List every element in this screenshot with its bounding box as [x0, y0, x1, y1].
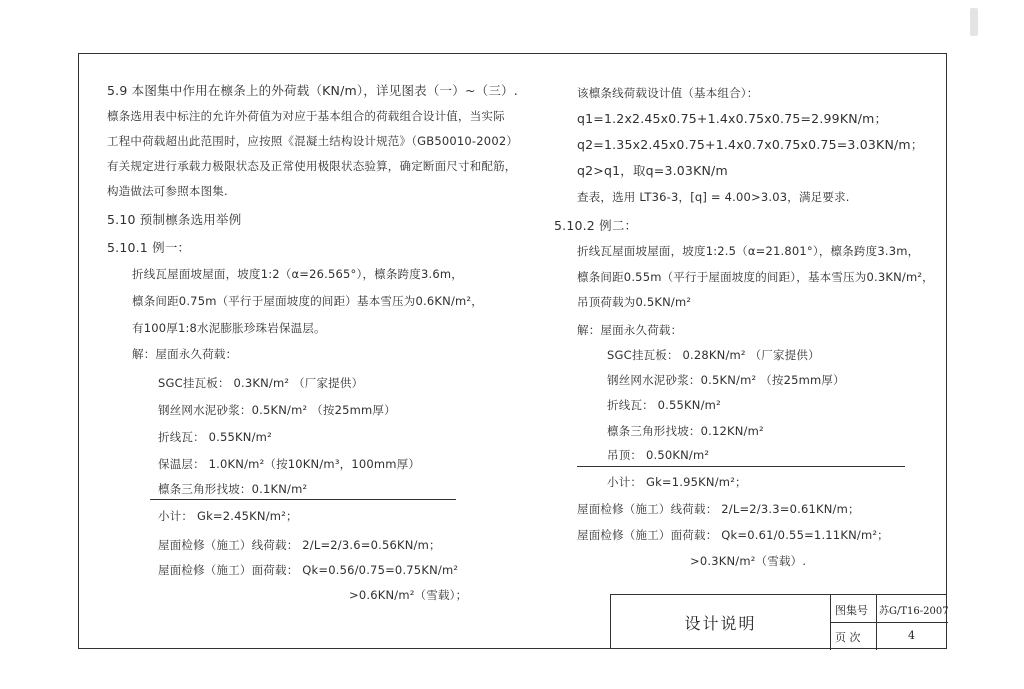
title-block	[610, 594, 947, 649]
load-item: 檩条三角形找坡：0.1KN/m²	[158, 482, 308, 496]
text-line: 有100厚1:8水泥膨胀珍珠岩保温层。	[132, 321, 326, 335]
section-heading: 5.10.1 例一：	[107, 240, 191, 255]
text-line: 屋面检修（施工）面荷载： Qk=0.61/0.55=1.11KN/m²；	[577, 528, 889, 542]
load-item: SGC挂瓦板： 0.28KN/m² （厂家提供）	[607, 348, 820, 362]
text-line: 有关规定进行承载力极限状态及正常使用极限状态验算，确定断面尺寸和配筋，	[107, 159, 517, 173]
formula-line: q1=1.2x2.45x0.75+1.4x0.75x0.75=2.99KN/m；	[577, 111, 888, 126]
text-line: 檩条间距0.55m（平行于屋面坡度的间距），基本雪压为0.3KN/m²，	[577, 270, 934, 284]
load-item: 吊顶： 0.50KN/m²	[607, 448, 710, 462]
formula-line: q2=1.35x2.45x0.75+1.4x0.7x0.75x0.75=3.03KN/m；	[577, 137, 924, 152]
text-line: 折线瓦屋面坡屋面，坡度1:2（α=26.565°），檩条跨度3.6m，	[132, 267, 463, 281]
page-label: 页 次	[835, 631, 861, 644]
load-item: 折线瓦： 0.55KN/m²	[158, 430, 272, 444]
text-line: 屋面检修（施工）线荷载： 2/L=2/3.6=0.56KN/m；	[158, 538, 441, 552]
title-block-divider	[830, 622, 948, 623]
atlas-number-value: 苏G/T16-2007	[879, 606, 949, 617]
text-line: 檩条选用表中标注的允许外荷值为对应于基本组合的荷载组合设计值，当实际	[107, 109, 505, 123]
text-line: >0.6KN/m²（雪载）；	[349, 588, 468, 602]
text-line: 查表，选用 LT36-3，[q] = 4.00>3.03，满足要求.	[577, 190, 850, 204]
subtotal-rule	[577, 466, 905, 467]
text-line: 工程中荷载超出此范围时，应按照《混凝土结构设计规范》（GB50010-2002）	[107, 134, 519, 148]
text-line: 屋面检修（施工）线荷载： 2/L=2/3.3=0.61KN/m；	[577, 502, 860, 516]
text-line: 构造做法可参照本图集.	[107, 184, 228, 198]
subtotal-line: 小计： Gk=1.95KN/m²；	[607, 475, 747, 489]
title-block-title: 设计说明	[684, 614, 757, 633]
text-line: 吊顶荷载为0.5KN/m²	[577, 295, 692, 309]
formula-line: q2>q1，取q=3.03KN/m	[577, 163, 728, 178]
load-item: 钢丝网水泥砂浆：0.5KN/m² （按25mm厚）	[607, 373, 845, 387]
text-line: 檩条间距0.75m（平行于屋面坡度的间距）基本雪压为0.6KN/m²，	[132, 294, 483, 308]
load-item: 折线瓦： 0.55KN/m²	[607, 398, 721, 412]
page-number: 4	[908, 629, 915, 642]
text-line: 折线瓦屋面坡屋面，坡度1:2.5（α=21.801°），檩条跨度3.3m，	[577, 244, 920, 258]
section-heading: 5.10.2 例二：	[554, 218, 638, 233]
text-line: 解：屋面永久荷载：	[132, 347, 238, 361]
text-line: 屋面检修（施工）面荷载： Qk=0.56/0.75=0.75KN/m²	[158, 563, 459, 577]
text-line: >0.3KN/m²（雪载）.	[690, 554, 807, 568]
scan-corner-mark	[970, 8, 978, 36]
load-item: SGC挂瓦板： 0.3KN/m² （厂家提供）	[158, 376, 364, 390]
text-line: 解：屋面永久荷载：	[577, 323, 683, 337]
load-item: 保温层： 1.0KN/m²（按10KN/m³，100mm厚）	[158, 457, 421, 471]
atlas-number-label: 图集号	[835, 604, 868, 617]
subtotal-line: 小计： Gk=2.45KN/m²；	[158, 509, 298, 523]
load-item: 钢丝网水泥砂浆：0.5KN/m² （按25mm厚）	[158, 403, 396, 417]
text-line: 该檩条线荷载设计值（基本组合）：	[577, 86, 759, 100]
section-heading: 5.10 预制檩条选用举例	[107, 212, 242, 227]
text-line: 5.9 本图集中作用在檩条上的外荷载（KN/m），详见图表（一）~（三）.	[107, 83, 518, 98]
subtotal-rule	[150, 499, 456, 500]
load-item: 檩条三角形找坡：0.12KN/m²	[607, 424, 764, 438]
